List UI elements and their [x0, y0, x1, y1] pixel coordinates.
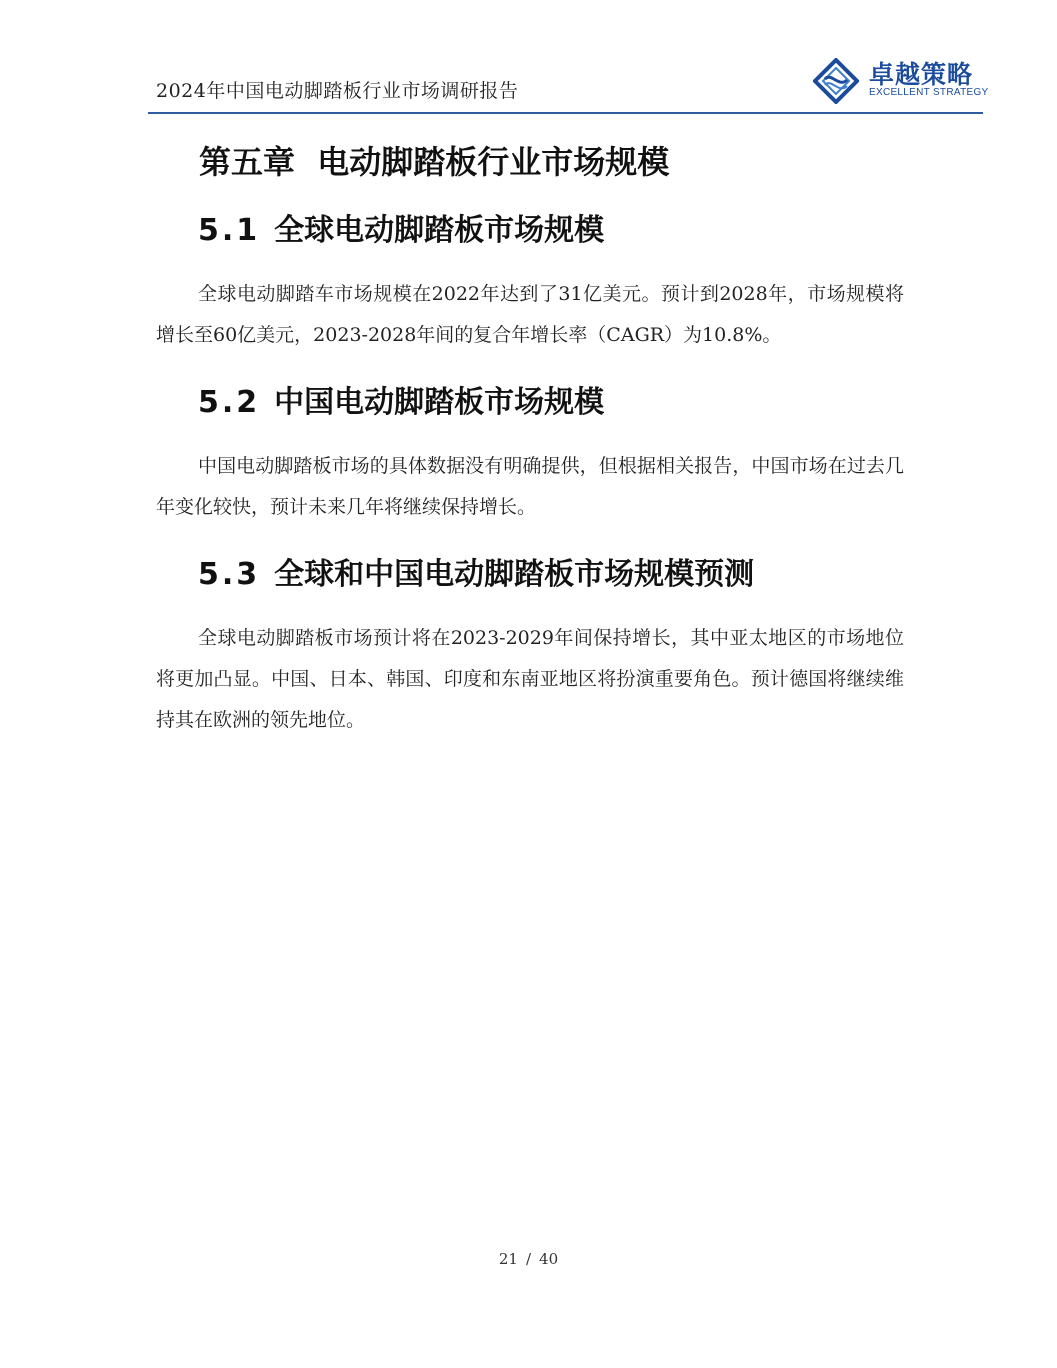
section-5-1	[156, 210, 904, 356]
logo-diamond-icon	[813, 58, 859, 104]
logo-name-cn: 卓越策略	[869, 60, 974, 89]
page-header	[148, 60, 989, 118]
page-separator: /	[525, 1250, 532, 1268]
section-title: 全球电动脚踏板市场规模	[274, 213, 605, 248]
section-5-2	[156, 382, 904, 528]
section-paragraph: 全球电动脚踏车市场规模在2022年达到了31亿美元。预计到2028年，市场规模将增长至60亿美元，2023-2028年间的复合年增长率（CAGR）为10.8%。	[156, 283, 904, 346]
logo-name-en: EXCELLENT STRATEGY	[869, 87, 989, 98]
company-logo	[813, 56, 988, 108]
section-paragraph: 全球电动脚踏板市场预计将在2023-2029年间保持增长，其中亚太地区的市场地位将更加凸显。中国、日本、韩国、印度和东南亚地区将扮演重要角色。预计德国将继续维持其在欧洲的领先地位。	[156, 627, 904, 731]
current-page: 21	[498, 1250, 518, 1268]
section-heading	[156, 554, 904, 596]
section-title: 中国电动脚踏板市场规模	[274, 385, 605, 420]
section-5-3	[156, 554, 904, 741]
section-heading	[156, 210, 904, 252]
page-content	[156, 140, 904, 741]
chapter-title: 第五章 电动脚踏板行业市场规模	[199, 143, 670, 181]
header-divider	[148, 112, 983, 114]
section-paragraph: 中国电动脚踏板市场的具体数据没有明确提供，但根据相关报告，中国市场在过去几年变化较快，预计未来几年将继续保持增长。	[156, 455, 904, 518]
page-number	[0, 1250, 1057, 1268]
section-number: 5.3	[198, 557, 261, 592]
section-number: 5.1	[198, 213, 261, 248]
document-title: 2024年中国电动脚踏板行业市场调研报告	[156, 80, 519, 102]
section-heading	[156, 382, 904, 424]
section-number: 5.2	[198, 385, 261, 420]
total-pages: 40	[539, 1250, 559, 1268]
section-title: 全球和中国电动脚踏板市场规模预测	[274, 557, 755, 592]
